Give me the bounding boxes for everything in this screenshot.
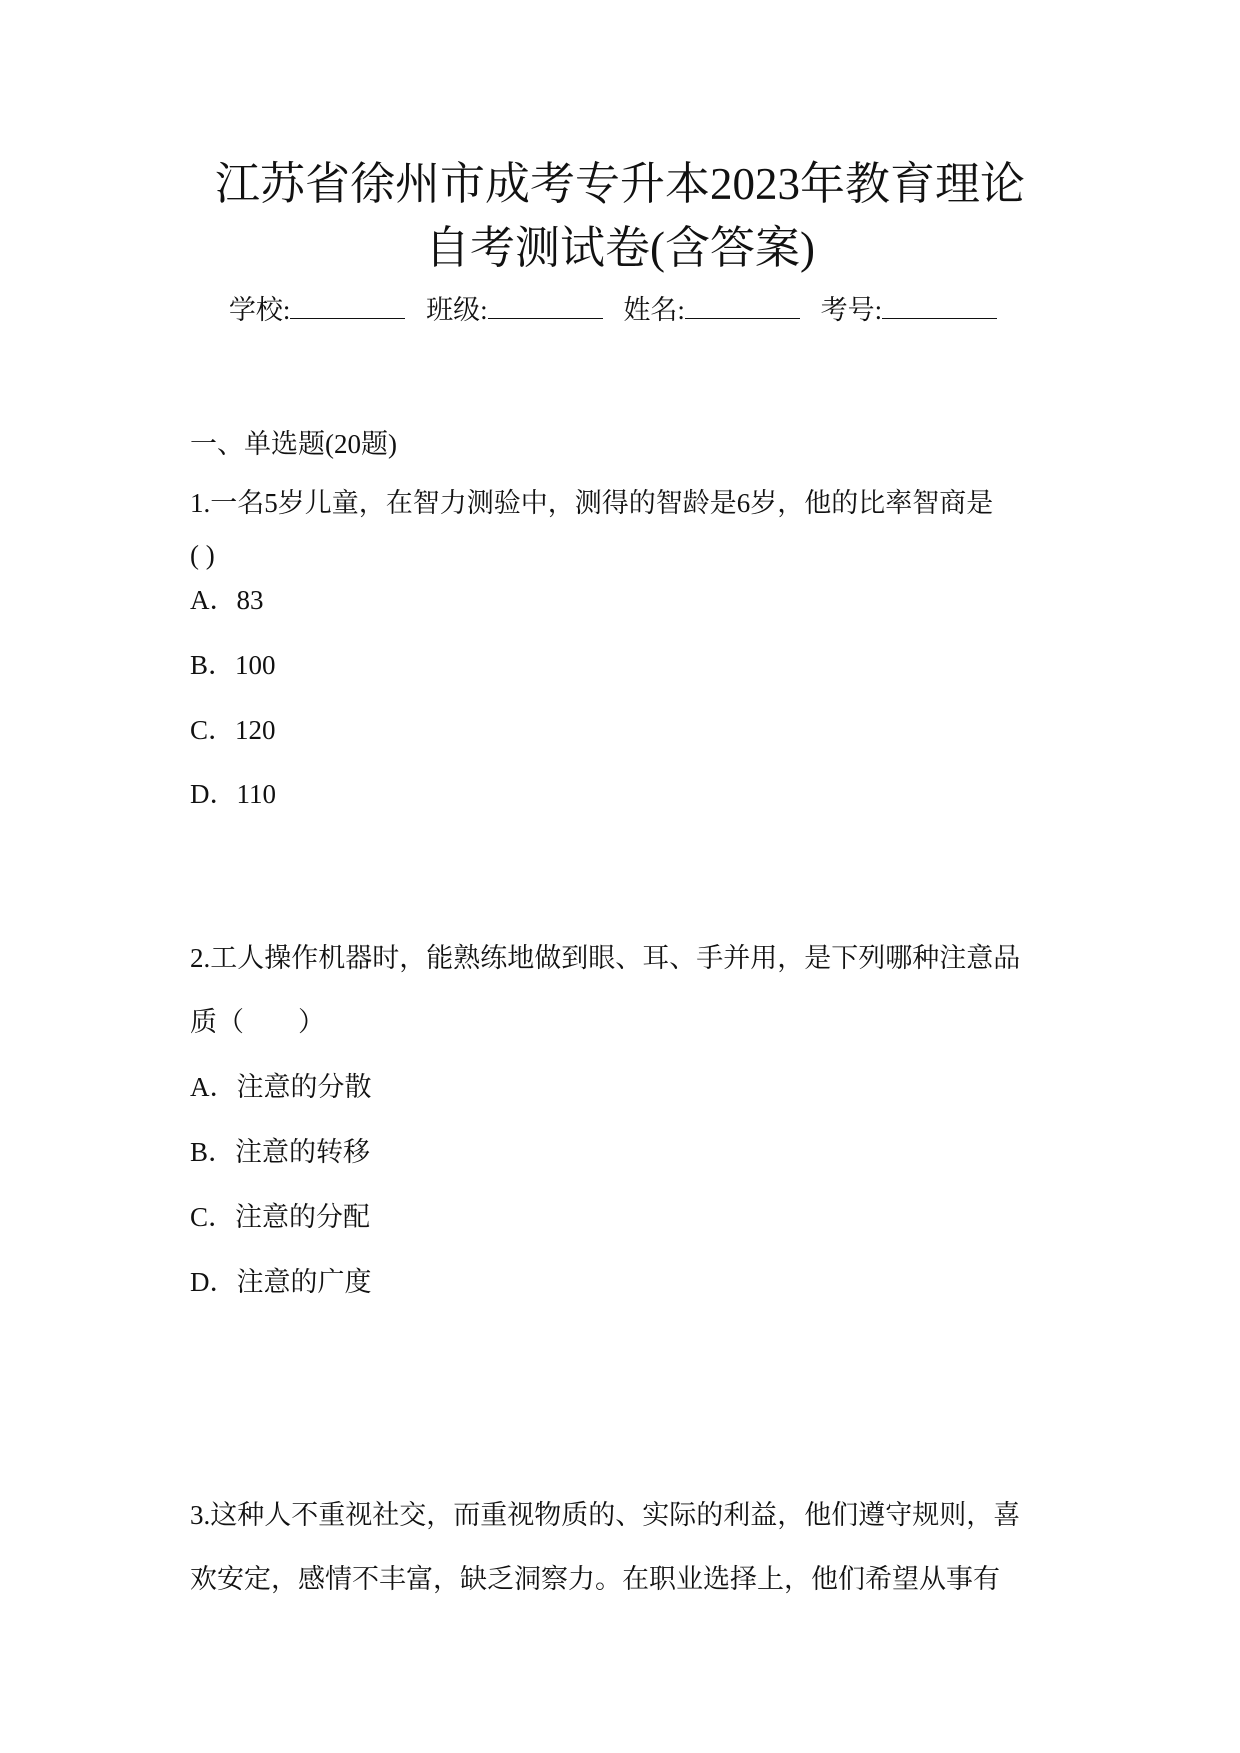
- question-2-option-c: C．注意的分配: [190, 1202, 371, 1232]
- section-heading: 一、单选题(20题): [190, 429, 397, 459]
- question-1-option-a: A．83: [190, 585, 264, 615]
- question-1-option-d: D．110: [190, 779, 276, 809]
- question-1-option-c: C．120: [190, 715, 276, 745]
- school-blank: [290, 296, 405, 319]
- class-blank: [488, 296, 603, 319]
- document-title-line1: 江苏省徐州市成考专升本2023年教育理论: [214, 159, 1025, 209]
- document-title-line2: 自考测试卷(含答案): [425, 223, 815, 273]
- question-2-text-cont: 质（ ）: [190, 1007, 325, 1037]
- class-label: 班级:: [426, 295, 488, 325]
- question-2-option-a: A．注意的分散: [190, 1072, 372, 1102]
- question-1-text-cont: ( ): [190, 540, 215, 570]
- question-3-text: 3.这种人不重视社交，而重视物质的、实际的利益，他们遵守规则，喜: [190, 1500, 1021, 1530]
- question-1-option-b: B．100: [190, 650, 276, 680]
- name-label: 姓名:: [623, 295, 685, 325]
- exam-number-label: 考号:: [820, 295, 883, 325]
- exam-number-blank: [882, 296, 997, 319]
- question-3-text-cont: 欢安定，感情不丰富，缺乏洞察力。在职业选择上，他们希望从事有: [190, 1564, 1000, 1594]
- question-2-option-d: D．注意的广度: [190, 1267, 372, 1297]
- question-2-option-b: B．注意的转移: [190, 1137, 371, 1167]
- school-label: 学校:: [228, 295, 291, 325]
- info-fields: [0, 293, 1240, 327]
- question-1-text: 1.一名5岁儿童，在智力测验中，测得的智龄是6岁，他的比率智商是: [190, 488, 994, 518]
- question-2-text: 2.工人操作机器时，能熟练地做到眼、耳、手并用，是下列哪种注意品: [190, 943, 1021, 973]
- name-blank: [685, 296, 800, 319]
